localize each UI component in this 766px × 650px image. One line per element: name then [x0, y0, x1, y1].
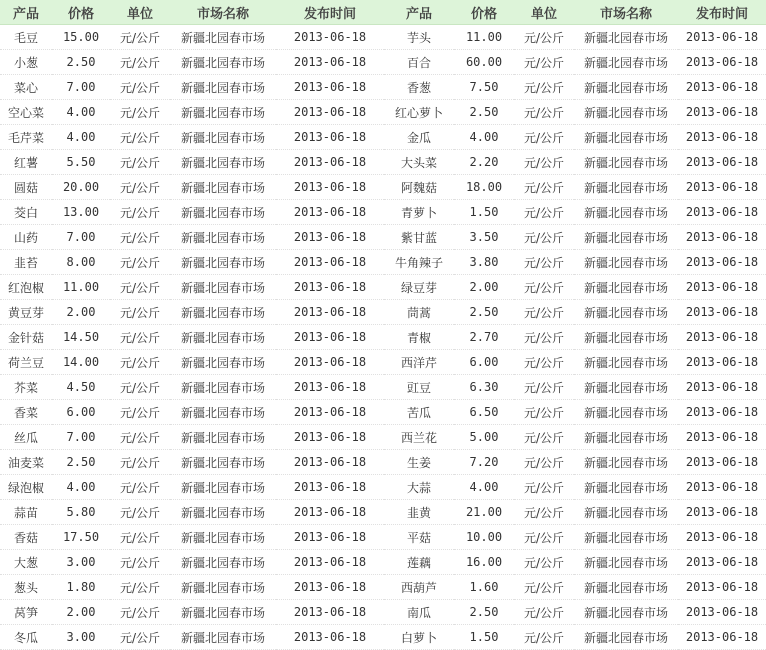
unit-cell: 元/公斤	[514, 175, 574, 200]
price-cell: 8.00	[52, 250, 110, 275]
date-cell: 2013-06-18	[276, 175, 384, 200]
product-cell: 大葱	[0, 550, 52, 575]
date-cell: 2013-06-18	[678, 400, 766, 425]
market-cell: 新疆北园春市场	[170, 150, 276, 175]
market-cell: 新疆北园春市场	[574, 425, 678, 450]
market-cell: 新疆北园春市场	[170, 75, 276, 100]
date-cell: 2013-06-18	[276, 275, 384, 300]
price-cell: 1.80	[52, 575, 110, 600]
price-cell: 2.00	[52, 300, 110, 325]
date-cell: 2013-06-18	[276, 375, 384, 400]
product-cell: 毛豆	[0, 25, 52, 50]
unit-cell: 元/公斤	[110, 325, 170, 350]
market-cell: 新疆北园春市场	[170, 300, 276, 325]
market-cell: 新疆北园春市场	[574, 150, 678, 175]
market-cell: 新疆北园春市场	[574, 625, 678, 650]
date-cell: 2013-06-18	[276, 575, 384, 600]
price-cell: 6.50	[454, 400, 514, 425]
price-cell: 2.00	[454, 275, 514, 300]
market-cell: 新疆北园春市场	[574, 300, 678, 325]
market-cell: 新疆北园春市场	[170, 125, 276, 150]
price-cell: 5.50	[52, 150, 110, 175]
price-cell: 2.50	[454, 100, 514, 125]
table-row	[0, 250, 766, 275]
header-product: 产品	[0, 0, 52, 25]
date-cell: 2013-06-18	[678, 525, 766, 550]
table-row	[0, 50, 766, 75]
table-row	[0, 350, 766, 375]
market-cell: 新疆北园春市场	[574, 125, 678, 150]
product-cell: 冬瓜	[0, 625, 52, 650]
header-price-2: 价格	[454, 0, 514, 25]
market-cell: 新疆北园春市场	[170, 275, 276, 300]
date-cell: 2013-06-18	[678, 75, 766, 100]
price-cell: 2.70	[454, 325, 514, 350]
date-cell: 2013-06-18	[276, 475, 384, 500]
product-cell: 韭黄	[384, 500, 454, 525]
date-cell: 2013-06-18	[276, 450, 384, 475]
unit-cell: 元/公斤	[110, 575, 170, 600]
unit-cell: 元/公斤	[110, 175, 170, 200]
unit-cell: 元/公斤	[514, 450, 574, 475]
price-cell: 1.50	[454, 200, 514, 225]
date-cell: 2013-06-18	[678, 200, 766, 225]
price-cell: 20.00	[52, 175, 110, 200]
price-cell: 7.00	[52, 225, 110, 250]
market-cell: 新疆北园春市场	[574, 175, 678, 200]
date-cell: 2013-06-18	[678, 225, 766, 250]
product-cell: 蒜苗	[0, 500, 52, 525]
unit-cell: 元/公斤	[514, 225, 574, 250]
market-cell: 新疆北园春市场	[574, 25, 678, 50]
price-cell: 21.00	[454, 500, 514, 525]
product-cell: 油麦菜	[0, 450, 52, 475]
market-cell: 新疆北园春市场	[170, 175, 276, 200]
table-row	[0, 150, 766, 175]
product-cell: 白萝卜	[384, 625, 454, 650]
market-cell: 新疆北园春市场	[170, 625, 276, 650]
market-cell: 新疆北园春市场	[574, 450, 678, 475]
unit-cell: 元/公斤	[514, 525, 574, 550]
market-cell: 新疆北园春市场	[574, 475, 678, 500]
price-cell: 60.00	[454, 50, 514, 75]
price-cell: 1.60	[454, 575, 514, 600]
unit-cell: 元/公斤	[514, 400, 574, 425]
product-cell: 荷兰豆	[0, 350, 52, 375]
product-cell: 香菜	[0, 400, 52, 425]
table-row	[0, 400, 766, 425]
market-cell: 新疆北园春市场	[574, 600, 678, 625]
unit-cell: 元/公斤	[514, 250, 574, 275]
date-cell: 2013-06-18	[276, 600, 384, 625]
date-cell: 2013-06-18	[276, 50, 384, 75]
market-cell: 新疆北园春市场	[170, 250, 276, 275]
price-cell: 2.00	[52, 600, 110, 625]
table-row	[0, 575, 766, 600]
price-cell: 4.00	[454, 125, 514, 150]
unit-cell: 元/公斤	[110, 600, 170, 625]
date-cell: 2013-06-18	[276, 25, 384, 50]
product-cell: 空心菜	[0, 100, 52, 125]
date-cell: 2013-06-18	[276, 400, 384, 425]
unit-cell: 元/公斤	[514, 550, 574, 575]
table-body	[0, 25, 766, 650]
price-cell: 3.50	[454, 225, 514, 250]
price-cell: 14.00	[52, 350, 110, 375]
price-cell: 18.00	[454, 175, 514, 200]
unit-cell: 元/公斤	[110, 425, 170, 450]
price-cell: 4.50	[52, 375, 110, 400]
table-row	[0, 275, 766, 300]
unit-cell: 元/公斤	[514, 325, 574, 350]
product-cell: 丝瓜	[0, 425, 52, 450]
product-cell: 平菇	[384, 525, 454, 550]
price-cell: 5.80	[52, 500, 110, 525]
unit-cell: 元/公斤	[110, 450, 170, 475]
market-cell: 新疆北园春市场	[170, 50, 276, 75]
market-cell: 新疆北园春市场	[170, 475, 276, 500]
date-cell: 2013-06-18	[276, 225, 384, 250]
product-cell: 西洋芹	[384, 350, 454, 375]
product-cell: 芋头	[384, 25, 454, 50]
table-row	[0, 450, 766, 475]
date-cell: 2013-06-18	[678, 600, 766, 625]
price-cell: 4.00	[52, 475, 110, 500]
unit-cell: 元/公斤	[514, 625, 574, 650]
product-cell: 葱头	[0, 575, 52, 600]
unit-cell: 元/公斤	[514, 475, 574, 500]
product-cell: 红薯	[0, 150, 52, 175]
product-cell: 山药	[0, 225, 52, 250]
unit-cell: 元/公斤	[110, 300, 170, 325]
unit-cell: 元/公斤	[110, 50, 170, 75]
product-cell: 豇豆	[384, 375, 454, 400]
unit-cell: 元/公斤	[514, 50, 574, 75]
unit-cell: 元/公斤	[514, 200, 574, 225]
unit-cell: 元/公斤	[514, 375, 574, 400]
price-cell: 6.30	[454, 375, 514, 400]
market-cell: 新疆北园春市场	[170, 200, 276, 225]
table-row	[0, 625, 766, 650]
product-cell: 金针菇	[0, 325, 52, 350]
header-date: 发布时间	[276, 0, 384, 25]
price-cell: 2.50	[52, 450, 110, 475]
date-cell: 2013-06-18	[276, 250, 384, 275]
market-cell: 新疆北园春市场	[170, 550, 276, 575]
unit-cell: 元/公斤	[110, 375, 170, 400]
product-cell: 南瓜	[384, 600, 454, 625]
market-cell: 新疆北园春市场	[170, 575, 276, 600]
price-cell: 11.00	[454, 25, 514, 50]
unit-cell: 元/公斤	[514, 600, 574, 625]
date-cell: 2013-06-18	[678, 125, 766, 150]
unit-cell: 元/公斤	[110, 400, 170, 425]
market-cell: 新疆北园春市场	[574, 350, 678, 375]
price-cell: 11.00	[52, 275, 110, 300]
unit-cell: 元/公斤	[110, 250, 170, 275]
date-cell: 2013-06-18	[276, 125, 384, 150]
market-cell: 新疆北园春市场	[574, 225, 678, 250]
table-row	[0, 475, 766, 500]
date-cell: 2013-06-18	[276, 625, 384, 650]
product-cell: 红心萝卜	[384, 100, 454, 125]
product-cell: 百合	[384, 50, 454, 75]
price-cell: 1.50	[454, 625, 514, 650]
product-cell: 香葱	[384, 75, 454, 100]
unit-cell: 元/公斤	[514, 125, 574, 150]
price-cell: 3.00	[52, 625, 110, 650]
unit-cell: 元/公斤	[110, 500, 170, 525]
market-cell: 新疆北园春市场	[170, 325, 276, 350]
price-cell: 3.80	[454, 250, 514, 275]
unit-cell: 元/公斤	[110, 200, 170, 225]
date-cell: 2013-06-18	[678, 100, 766, 125]
market-cell: 新疆北园春市场	[170, 350, 276, 375]
product-cell: 小葱	[0, 50, 52, 75]
market-cell: 新疆北园春市场	[574, 100, 678, 125]
date-cell: 2013-06-18	[678, 250, 766, 275]
product-cell: 苦瓜	[384, 400, 454, 425]
date-cell: 2013-06-18	[678, 625, 766, 650]
market-cell: 新疆北园春市场	[170, 425, 276, 450]
table-row	[0, 325, 766, 350]
table-row	[0, 500, 766, 525]
market-cell: 新疆北园春市场	[574, 400, 678, 425]
product-cell: 西兰花	[384, 425, 454, 450]
table-row	[0, 525, 766, 550]
table-header	[0, 0, 766, 25]
product-cell: 阿魏菇	[384, 175, 454, 200]
date-cell: 2013-06-18	[276, 100, 384, 125]
table-row	[0, 175, 766, 200]
price-cell: 4.00	[52, 125, 110, 150]
product-cell: 牛角辣子	[384, 250, 454, 275]
unit-cell: 元/公斤	[110, 475, 170, 500]
date-cell: 2013-06-18	[678, 350, 766, 375]
market-cell: 新疆北园春市场	[574, 325, 678, 350]
table-row	[0, 75, 766, 100]
date-cell: 2013-06-18	[276, 300, 384, 325]
market-cell: 新疆北园春市场	[574, 275, 678, 300]
date-cell: 2013-06-18	[678, 500, 766, 525]
table-row	[0, 225, 766, 250]
header-market: 市场名称	[170, 0, 276, 25]
unit-cell: 元/公斤	[514, 300, 574, 325]
date-cell: 2013-06-18	[678, 325, 766, 350]
price-cell: 7.00	[52, 425, 110, 450]
date-cell: 2013-06-18	[678, 50, 766, 75]
date-cell: 2013-06-18	[678, 25, 766, 50]
header-market-2: 市场名称	[574, 0, 678, 25]
header-unit: 单位	[110, 0, 170, 25]
product-cell: 金瓜	[384, 125, 454, 150]
product-cell: 生姜	[384, 450, 454, 475]
product-cell: 大蒜	[384, 475, 454, 500]
product-cell: 大头菜	[384, 150, 454, 175]
date-cell: 2013-06-18	[678, 300, 766, 325]
date-cell: 2013-06-18	[678, 425, 766, 450]
table-row	[0, 200, 766, 225]
unit-cell: 元/公斤	[110, 525, 170, 550]
unit-cell: 元/公斤	[110, 75, 170, 100]
price-cell: 17.50	[52, 525, 110, 550]
market-cell: 新疆北园春市场	[574, 500, 678, 525]
header-price: 价格	[52, 0, 110, 25]
market-cell: 新疆北园春市场	[574, 200, 678, 225]
product-cell: 青椒	[384, 325, 454, 350]
price-cell: 5.00	[454, 425, 514, 450]
unit-cell: 元/公斤	[110, 350, 170, 375]
product-cell: 绿豆芽	[384, 275, 454, 300]
table-row	[0, 425, 766, 450]
price-cell: 16.00	[454, 550, 514, 575]
date-cell: 2013-06-18	[678, 550, 766, 575]
table-row	[0, 100, 766, 125]
unit-cell: 元/公斤	[514, 150, 574, 175]
product-cell: 紫甘蓝	[384, 225, 454, 250]
date-cell: 2013-06-18	[678, 175, 766, 200]
product-cell: 西葫芦	[384, 575, 454, 600]
price-cell: 2.50	[454, 600, 514, 625]
unit-cell: 元/公斤	[110, 225, 170, 250]
date-cell: 2013-06-18	[276, 500, 384, 525]
date-cell: 2013-06-18	[276, 425, 384, 450]
price-cell: 6.00	[454, 350, 514, 375]
market-cell: 新疆北园春市场	[574, 75, 678, 100]
market-cell: 新疆北园春市场	[170, 600, 276, 625]
date-cell: 2013-06-18	[678, 375, 766, 400]
price-cell: 15.00	[52, 25, 110, 50]
date-cell: 2013-06-18	[276, 325, 384, 350]
product-cell: 毛芹菜	[0, 125, 52, 150]
market-cell: 新疆北园春市场	[170, 375, 276, 400]
market-cell: 新疆北园春市场	[170, 25, 276, 50]
unit-cell: 元/公斤	[110, 125, 170, 150]
price-cell: 2.20	[454, 150, 514, 175]
product-cell: 芥菜	[0, 375, 52, 400]
unit-cell: 元/公斤	[514, 25, 574, 50]
unit-cell: 元/公斤	[514, 350, 574, 375]
price-cell: 2.50	[454, 300, 514, 325]
market-cell: 新疆北园春市场	[574, 375, 678, 400]
price-cell: 13.00	[52, 200, 110, 225]
market-cell: 新疆北园春市场	[574, 575, 678, 600]
product-cell: 韭苔	[0, 250, 52, 275]
market-cell: 新疆北园春市场	[170, 525, 276, 550]
product-cell: 红泡椒	[0, 275, 52, 300]
product-cell: 莴笋	[0, 600, 52, 625]
price-cell: 7.50	[454, 75, 514, 100]
price-cell: 2.50	[52, 50, 110, 75]
date-cell: 2013-06-18	[678, 450, 766, 475]
date-cell: 2013-06-18	[276, 75, 384, 100]
price-cell: 7.20	[454, 450, 514, 475]
product-cell: 茭白	[0, 200, 52, 225]
unit-cell: 元/公斤	[514, 500, 574, 525]
table-row	[0, 25, 766, 50]
product-cell: 菜心	[0, 75, 52, 100]
market-cell: 新疆北园春市场	[574, 525, 678, 550]
unit-cell: 元/公斤	[514, 575, 574, 600]
market-cell: 新疆北园春市场	[574, 50, 678, 75]
table-row	[0, 300, 766, 325]
price-cell: 14.50	[52, 325, 110, 350]
product-cell: 圆菇	[0, 175, 52, 200]
table-row	[0, 375, 766, 400]
date-cell: 2013-06-18	[276, 150, 384, 175]
unit-cell: 元/公斤	[110, 150, 170, 175]
table-row	[0, 550, 766, 575]
date-cell: 2013-06-18	[678, 275, 766, 300]
unit-cell: 元/公斤	[110, 25, 170, 50]
unit-cell: 元/公斤	[110, 100, 170, 125]
market-cell: 新疆北园春市场	[574, 250, 678, 275]
unit-cell: 元/公斤	[514, 425, 574, 450]
unit-cell: 元/公斤	[514, 75, 574, 100]
price-cell: 6.00	[52, 400, 110, 425]
unit-cell: 元/公斤	[514, 100, 574, 125]
header-unit-2: 单位	[514, 0, 574, 25]
date-cell: 2013-06-18	[678, 475, 766, 500]
unit-cell: 元/公斤	[110, 550, 170, 575]
market-cell: 新疆北园春市场	[170, 100, 276, 125]
date-cell: 2013-06-18	[276, 200, 384, 225]
market-cell: 新疆北园春市场	[170, 400, 276, 425]
product-cell: 莲藕	[384, 550, 454, 575]
date-cell: 2013-06-18	[276, 350, 384, 375]
unit-cell: 元/公斤	[514, 275, 574, 300]
table-row	[0, 600, 766, 625]
header-row	[0, 0, 766, 25]
date-cell: 2013-06-18	[276, 525, 384, 550]
unit-cell: 元/公斤	[110, 625, 170, 650]
market-cell: 新疆北园春市场	[170, 450, 276, 475]
price-cell: 4.00	[52, 100, 110, 125]
date-cell: 2013-06-18	[678, 575, 766, 600]
market-cell: 新疆北园春市场	[170, 500, 276, 525]
price-cell: 10.00	[454, 525, 514, 550]
product-cell: 茼蒿	[384, 300, 454, 325]
date-cell: 2013-06-18	[276, 550, 384, 575]
unit-cell: 元/公斤	[110, 275, 170, 300]
header-date-2: 发布时间	[678, 0, 766, 25]
price-cell: 3.00	[52, 550, 110, 575]
product-cell: 黄豆芽	[0, 300, 52, 325]
product-cell: 青萝卜	[384, 200, 454, 225]
product-cell: 绿泡椒	[0, 475, 52, 500]
market-cell: 新疆北园春市场	[574, 550, 678, 575]
date-cell: 2013-06-18	[678, 150, 766, 175]
product-cell: 香菇	[0, 525, 52, 550]
price-cell: 4.00	[454, 475, 514, 500]
table-row	[0, 125, 766, 150]
header-product-2: 产品	[384, 0, 454, 25]
price-cell: 7.00	[52, 75, 110, 100]
market-cell: 新疆北园春市场	[170, 225, 276, 250]
